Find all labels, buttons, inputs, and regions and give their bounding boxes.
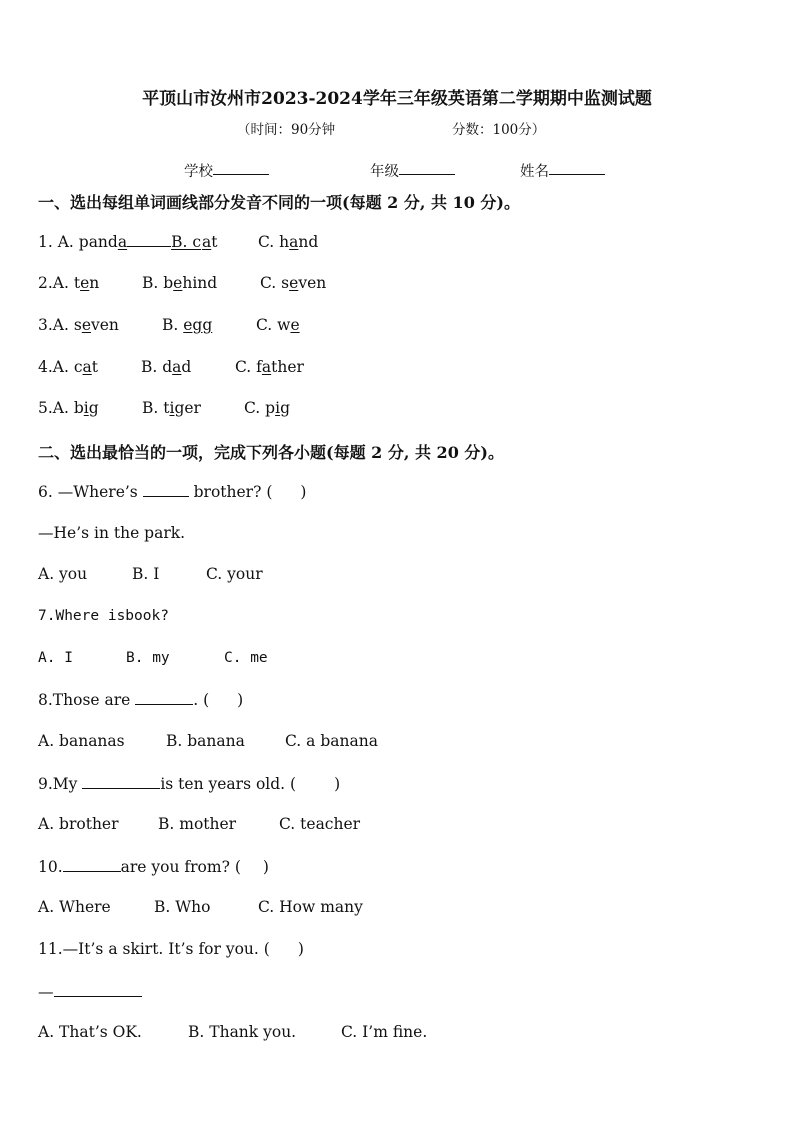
q4-option-c[interactable] bbox=[235, 358, 304, 376]
q2-option-c[interactable] bbox=[260, 274, 326, 292]
q7-option-c[interactable]: C. me bbox=[224, 650, 268, 666]
q1-option-b-rest bbox=[201, 233, 217, 251]
q6-paren-close: ) bbox=[300, 483, 307, 501]
q7-options bbox=[38, 650, 268, 666]
question-9 bbox=[38, 774, 340, 793]
question-5 bbox=[38, 399, 290, 417]
question-7 bbox=[38, 608, 169, 624]
q11-number: 11. bbox=[38, 940, 63, 958]
q10-blank[interactable] bbox=[63, 857, 121, 872]
q4-a-text: A. c bbox=[52, 358, 83, 376]
q5-a-underline: i bbox=[83, 399, 89, 417]
q5-c-underline: i bbox=[275, 399, 281, 417]
q8-paren-close: ) bbox=[237, 691, 244, 709]
q11-reply-line bbox=[38, 982, 142, 1001]
q1-a-underline: a bbox=[117, 233, 128, 251]
q8-option-a[interactable]: A. bananas bbox=[38, 732, 125, 750]
q1-option-c[interactable] bbox=[258, 233, 318, 251]
q2-a-underline: e bbox=[80, 274, 90, 292]
q3-option-a[interactable] bbox=[53, 316, 119, 334]
q2-a-post: n bbox=[89, 274, 100, 292]
section-1-heading: 一、选出每组单词画线部分发音不同的一项(每题 2 分, 共 10 分)。 bbox=[38, 193, 520, 212]
q3-c-underline: e bbox=[290, 316, 300, 334]
q11-option-c[interactable]: C. I’m fine. bbox=[341, 1023, 428, 1041]
q6-stem: 6. —Where’s bbox=[38, 483, 143, 501]
q4-a-post: t bbox=[91, 358, 99, 376]
q9-stem-post: is ten years old. ( bbox=[160, 775, 297, 793]
q1-c-text: C. h bbox=[258, 233, 290, 251]
q1-b-text: B. c bbox=[171, 233, 202, 251]
q8-option-c[interactable]: C. a banana bbox=[285, 732, 378, 750]
q6-option-c[interactable]: C. your bbox=[206, 565, 263, 583]
q4-c-post: ther bbox=[271, 358, 304, 376]
name-label: 姓名 bbox=[520, 164, 549, 180]
q2-option-a[interactable] bbox=[53, 274, 99, 292]
q1-gap-line bbox=[127, 234, 171, 247]
q4-option-b[interactable] bbox=[141, 358, 191, 376]
question-11 bbox=[38, 940, 304, 958]
q5-a-post: g bbox=[88, 399, 99, 417]
q4-c-text: C. f bbox=[235, 358, 262, 376]
question-3 bbox=[38, 316, 300, 334]
q3-c-text: C. w bbox=[256, 316, 291, 334]
q3-a-text: A. s bbox=[52, 316, 82, 334]
q2-number: 2. bbox=[38, 274, 53, 292]
q4-c-underline: a bbox=[261, 358, 272, 376]
q6-blank[interactable] bbox=[143, 482, 189, 497]
q4-b-text: B. d bbox=[141, 358, 173, 376]
question-6 bbox=[38, 482, 306, 501]
name-field[interactable] bbox=[520, 160, 549, 181]
q1-c-underline: a bbox=[289, 233, 299, 251]
q8-options bbox=[38, 732, 378, 750]
question-8 bbox=[38, 690, 243, 709]
q1-b-post: t bbox=[211, 233, 218, 251]
q5-option-c[interactable] bbox=[244, 399, 290, 417]
q1-option-a[interactable] bbox=[58, 233, 127, 251]
q11-reply-dash: — bbox=[38, 983, 54, 1001]
q11-option-a[interactable]: A. That’s OK. bbox=[38, 1023, 142, 1041]
q6-answer-line: —He’s in the park. bbox=[38, 524, 186, 542]
name-blank[interactable] bbox=[549, 160, 605, 175]
grade-label: 年级 bbox=[370, 164, 399, 180]
q6-option-b[interactable]: B. I bbox=[132, 565, 160, 583]
q10-stem-post: are you from? ( bbox=[120, 858, 241, 876]
q6-stem-post: brother? ( bbox=[188, 483, 273, 501]
total-score: 分数：100分） bbox=[452, 122, 546, 138]
q9-stem: 9.My bbox=[38, 775, 83, 793]
q5-b-underline: i bbox=[169, 399, 175, 417]
q11-options bbox=[38, 1023, 428, 1041]
q9-option-a[interactable]: A. brother bbox=[38, 815, 119, 833]
section-2-heading: 二、选出最恰当的一项，完成下列各小题(每题 2 分, 共 20 分)。 bbox=[38, 443, 504, 462]
question-10 bbox=[38, 857, 269, 876]
q3-a-post: ven bbox=[91, 316, 119, 334]
q9-option-c[interactable]: C. teacher bbox=[279, 815, 361, 833]
q2-c-underline: e bbox=[289, 274, 299, 292]
q11-reply-blank[interactable] bbox=[54, 982, 142, 997]
q5-option-b[interactable] bbox=[142, 399, 201, 417]
q4-number: 4. bbox=[38, 358, 53, 376]
q2-b-text: B. b bbox=[142, 274, 174, 292]
q2-c-post: ven bbox=[298, 274, 327, 292]
q7-option-a[interactable]: A. I bbox=[38, 650, 73, 666]
q1-c-post: nd bbox=[298, 233, 319, 251]
q4-a-underline: a bbox=[82, 358, 92, 376]
q11-option-b[interactable]: B. Thank you. bbox=[188, 1023, 297, 1041]
q4-option-a[interactable] bbox=[53, 358, 98, 376]
q2-option-b[interactable] bbox=[142, 274, 217, 292]
q2-b-underline: e bbox=[173, 274, 183, 292]
page-title: 平顶山市汝州市2023-2024学年三年级英语第二学期期中监测试题 bbox=[142, 89, 652, 109]
q8-stem: 8.Those are bbox=[38, 691, 136, 709]
q3-option-c[interactable] bbox=[256, 316, 300, 334]
q3-option-b[interactable] bbox=[162, 316, 212, 334]
q6-option-a[interactable]: A. you bbox=[38, 565, 88, 583]
q10-option-c[interactable]: C. How many bbox=[258, 898, 363, 916]
q3-number: 3. bbox=[38, 316, 53, 334]
school-label: 学校 bbox=[184, 164, 213, 180]
grade-field[interactable] bbox=[370, 160, 399, 181]
q5-number: 5. bbox=[38, 399, 53, 417]
q9-blank[interactable] bbox=[82, 774, 160, 789]
q8-option-b[interactable]: B. banana bbox=[166, 732, 245, 750]
q2-b-post: hind bbox=[182, 274, 218, 292]
q5-c-text: C. p bbox=[244, 399, 276, 417]
grade-blank[interactable] bbox=[399, 160, 455, 175]
q3-a-underline: e bbox=[81, 316, 91, 334]
q10-option-b[interactable]: B. Who bbox=[154, 898, 211, 916]
question-4 bbox=[38, 358, 304, 376]
question-1 bbox=[38, 233, 319, 251]
q6-options bbox=[38, 565, 263, 583]
q1-b-underline: a bbox=[201, 233, 212, 251]
q7-stem: 7.Where isbook? bbox=[38, 608, 169, 624]
school-blank[interactable] bbox=[213, 160, 269, 175]
q1-a-text: A. pand bbox=[57, 233, 118, 251]
q5-a-text: A. b bbox=[52, 399, 84, 417]
q9-paren-close: ) bbox=[334, 775, 341, 793]
q10-paren-close: ) bbox=[262, 858, 269, 876]
q1-option-b[interactable] bbox=[171, 233, 201, 251]
q10-number: 10. bbox=[38, 858, 63, 876]
q5-b-post: ger bbox=[174, 399, 201, 417]
q5-b-text: B. t bbox=[142, 399, 170, 417]
q3-b-text: B. bbox=[162, 316, 184, 334]
time-limit: （时间：90分钟 bbox=[237, 122, 336, 138]
q5-c-post: g bbox=[280, 399, 290, 417]
school-field[interactable] bbox=[184, 160, 213, 181]
q10-options bbox=[38, 898, 363, 916]
q11-paren-close: ) bbox=[297, 940, 304, 958]
question-2 bbox=[38, 274, 327, 292]
q9-option-b[interactable]: B. mother bbox=[158, 815, 237, 833]
q5-option-a[interactable] bbox=[53, 399, 99, 417]
q11-stem: —It’s a skirt. It’s for you. ( bbox=[62, 940, 270, 958]
q2-c-text: C. s bbox=[260, 274, 290, 292]
q10-option-a[interactable]: A. Where bbox=[38, 898, 111, 916]
q3-b-underline: egg bbox=[183, 316, 213, 334]
q9-options bbox=[38, 815, 361, 833]
q4-b-underline: a bbox=[172, 358, 182, 376]
q7-option-b[interactable]: B. my bbox=[126, 650, 170, 666]
q2-a-text: A. t bbox=[52, 274, 81, 292]
q8-blank[interactable] bbox=[135, 690, 193, 705]
q1-number: 1. bbox=[38, 233, 58, 251]
q8-stem-post: . ( bbox=[193, 691, 210, 709]
q4-b-post: d bbox=[181, 358, 192, 376]
